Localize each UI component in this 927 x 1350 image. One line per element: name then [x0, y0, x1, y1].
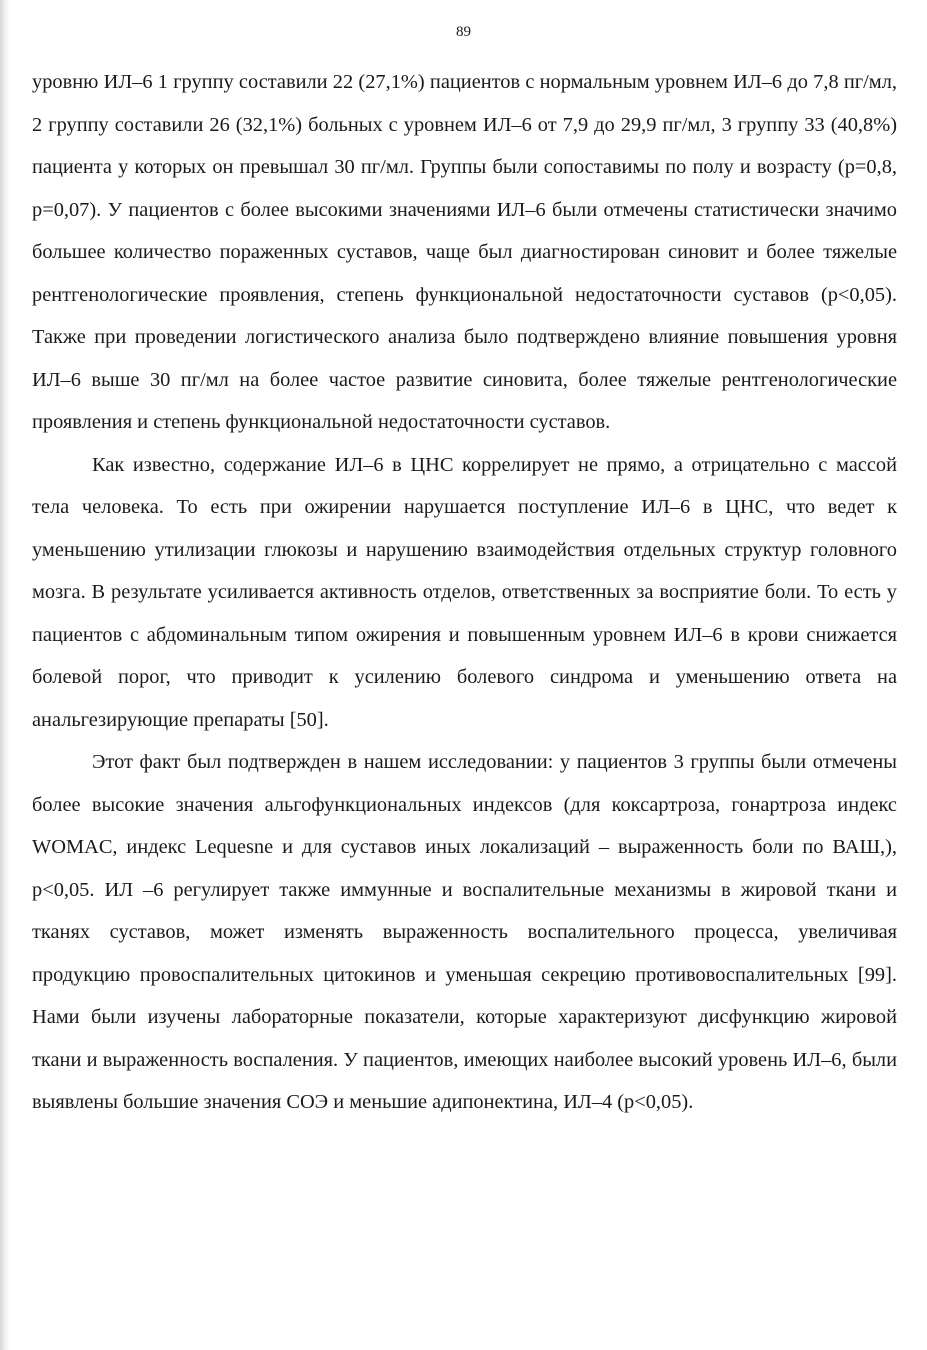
scan-shadow-edge: [0, 0, 10, 1350]
paragraph-2: Как известно, содержание ИЛ–6 в ЦНС коррелирует не прямо, а отрицательно с массой тела человека. То есть при ожирении нарушается поступление ИЛ–6 в ЦНС, что ведет к уменьшению утилизации глюкозы и нарушению взаимодействия отдельных структур головного мозга. В результате усиливается активность отделов, ответственных за восприятие боли. То есть у пациентов с абдоминальным типом ожирения и повышенным уровнем ИЛ–6 в крови снижается болевой порог, что приводит к усилению болевого синдрома и уменьшению ответа на анальгезирующие препараты [50].: [32, 453, 897, 731]
page-body: [32, 61, 897, 1124]
paragraph-1: уровню ИЛ–6 1 группу составили 22 (27,1%) пациентов с нормальным уровнем ИЛ–6 до 7,8 пг/мл, 2 группу составили 26 (32,1%) больных с уровнем ИЛ–6 от 7,9 до 29,9 пг/мл, 3 группу 33 (40,8%) пациента у которых он превышал 30 пг/мл. Группы были сопоставимы по полу и возрасту (р=0,8, р=0,07). У пациентов с более высокими значениями ИЛ–6 были отмечены статистически значимо большее количество пораженных суставов, чаще был диагностирован синовит и более тяжелые рентгенологические проявления, степень функциональной недостаточности суставов (р<0,05). Также при проведении логистического анализа было подтверждено влияние повышения уровня ИЛ–6 выше 30 пг/мл на более частое развитие синовита, более тяжелые рентгенологические проявления и степень функциональной недостаточности суставов.: [32, 71, 897, 433]
page-number: 89: [456, 24, 471, 40]
paragraph-3: Этот факт был подтвержден в нашем исследовании: у пациентов 3 группы были отмечены более высокие значения альгофункциональных индексов (для коксартроза, гонартроза индекс WOMAC, индекс Lequesne и для суставов иных локализаций – выраженность боли по ВАШ,), р<0,05. ИЛ –6 регулирует также иммунные и воспалительные механизмы в жировой ткани и тканях суставов, может изменять выраженность воспалительного процесса, увеличивая продукцию провоспалительных цитокинов и уменьшая секрецию противовоспалительных [99]. Нами были изучены лабораторные показатели, которые характеризуют дисфункцию жировой ткани и выраженность воспаления. У пациентов, имеющих наиболее высокий уровень ИЛ–6, были выявлены большие значения СОЭ и меньшие адипонектина, ИЛ–4 (р<0,05).: [32, 751, 897, 1113]
